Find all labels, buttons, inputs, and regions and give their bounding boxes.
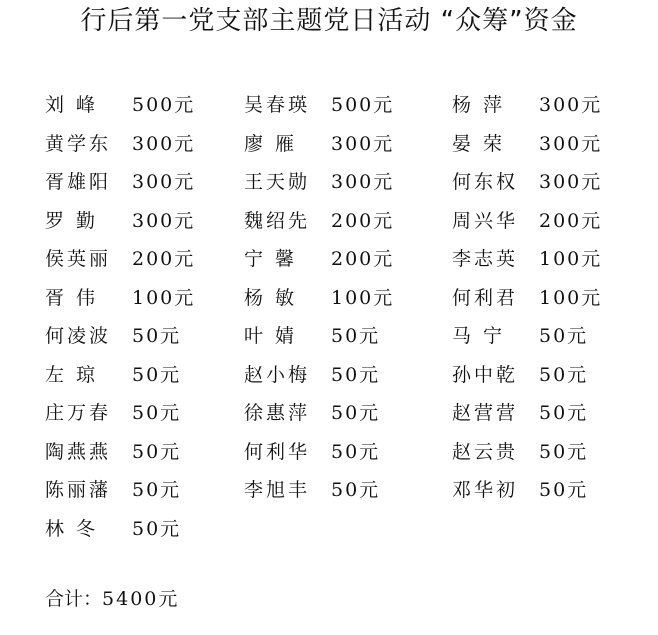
donor-name: 李旭丰 <box>244 479 311 501</box>
donor-amount: 50元 <box>539 479 589 501</box>
donor-amount: 100元 <box>539 286 603 309</box>
donor-entry <box>452 321 612 351</box>
donor-entry <box>45 244 205 274</box>
donor-entry <box>45 206 205 236</box>
donor-entry <box>244 283 404 313</box>
donor-amount: 300元 <box>132 209 196 232</box>
donor-entry <box>45 283 205 313</box>
donor-entry <box>452 437 612 467</box>
donor-amount: 50元 <box>331 402 381 424</box>
donor-amount: 50元 <box>539 325 589 347</box>
donor-entry <box>452 90 612 120</box>
donor-name: 何利华 <box>244 440 311 463</box>
donor-amount: 100元 <box>132 286 196 309</box>
donor-entry <box>45 398 205 428</box>
donor-name: 赵营营 <box>452 402 519 424</box>
donor-amount: 50元 <box>331 363 381 386</box>
donor-amount: 50元 <box>539 440 589 463</box>
donor-amount: 50元 <box>132 363 182 386</box>
donor-amount: 50元 <box>331 440 381 463</box>
donor-amount: 300元 <box>331 132 395 155</box>
donor-amount: 50元 <box>132 517 182 540</box>
donor-name: 何利君 <box>452 286 519 309</box>
donor-name: 庄万春 <box>45 402 112 424</box>
donor-entry <box>45 360 205 390</box>
donor-entry <box>45 475 205 505</box>
total-line <box>45 584 179 614</box>
donor-entry <box>45 129 205 159</box>
donor-amount: 200元 <box>132 248 196 270</box>
donor-entry <box>244 360 404 390</box>
donor-amount: 200元 <box>539 209 603 232</box>
donor-name: 廖 雁 <box>244 132 298 155</box>
donor-name: 邓华初 <box>452 479 519 501</box>
donor-amount: 50元 <box>539 402 589 424</box>
donor-name: 马 宁 <box>452 325 506 347</box>
donor-name: 晏 荣 <box>452 132 506 155</box>
donor-name: 侯英丽 <box>45 248 112 270</box>
donor-entry <box>452 398 612 428</box>
donor-entry <box>452 129 612 159</box>
donor-entry <box>452 360 612 390</box>
donor-amount: 50元 <box>132 325 182 347</box>
donor-name: 周兴华 <box>452 209 519 232</box>
donor-name: 杨 萍 <box>452 94 506 116</box>
donor-amount: 50元 <box>331 325 381 347</box>
donor-entry <box>45 437 205 467</box>
donor-name: 宁 馨 <box>244 248 298 270</box>
donor-name: 胥 伟 <box>45 286 99 309</box>
donor-entry <box>452 283 612 313</box>
total-value: 5400元 <box>102 588 180 610</box>
document-title: 行后第一党支部主题党日活动 “众筹”资金 <box>80 6 578 36</box>
donor-name: 孙中乾 <box>452 363 519 386</box>
donor-entry <box>244 321 404 351</box>
donor-amount: 300元 <box>539 94 603 116</box>
donor-name: 黄学东 <box>45 132 112 155</box>
donor-entry <box>45 321 205 351</box>
donor-name: 林 冬 <box>45 517 99 540</box>
donor-amount: 500元 <box>331 94 395 116</box>
donor-name: 叶 婧 <box>244 325 298 347</box>
donor-name: 吴春瑛 <box>244 94 311 116</box>
donor-name: 罗 勤 <box>45 209 99 232</box>
donor-name: 徐惠萍 <box>244 402 311 424</box>
donor-name: 何东权 <box>452 171 519 193</box>
donor-entry <box>452 167 612 197</box>
donor-name: 何凌波 <box>45 325 112 347</box>
donor-amount: 50元 <box>132 402 182 424</box>
donor-amount: 300元 <box>539 132 603 155</box>
donor-entry <box>244 90 404 120</box>
donor-entry <box>244 129 404 159</box>
donor-entry <box>45 167 205 197</box>
donor-name: 赵小梅 <box>244 363 311 386</box>
donor-amount: 50元 <box>132 479 182 501</box>
donor-entry <box>244 475 404 505</box>
donor-entry <box>244 398 404 428</box>
donor-amount: 500元 <box>132 94 196 116</box>
donor-name: 刘 峰 <box>45 94 99 116</box>
donor-amount: 50元 <box>132 440 182 463</box>
donor-entry <box>244 437 404 467</box>
donor-name: 杨 敏 <box>244 286 298 309</box>
donor-name: 陈丽藩 <box>45 479 112 501</box>
donor-name: 赵云贵 <box>452 440 519 463</box>
total-label: 合计： <box>45 588 103 610</box>
donor-entry <box>45 90 205 120</box>
donor-amount: 200元 <box>331 248 395 270</box>
donor-amount: 100元 <box>331 286 395 309</box>
donor-name: 胥雄阳 <box>45 171 112 193</box>
donor-name: 左 琼 <box>45 363 99 386</box>
donor-amount: 300元 <box>331 171 395 193</box>
donor-entry <box>45 514 205 544</box>
donor-amount: 200元 <box>331 209 395 232</box>
donor-name: 王天勋 <box>244 171 311 193</box>
donor-amount: 300元 <box>132 132 196 155</box>
donor-amount: 300元 <box>539 171 603 193</box>
donor-entry <box>244 167 404 197</box>
donor-entry <box>244 206 404 236</box>
donor-name: 陶燕燕 <box>45 440 112 463</box>
donor-entry <box>452 475 612 505</box>
donor-name: 李志英 <box>452 248 519 270</box>
donor-amount: 50元 <box>331 479 381 501</box>
donor-entry <box>452 244 612 274</box>
donor-amount: 50元 <box>539 363 589 386</box>
donor-entry <box>452 206 612 236</box>
donor-amount: 100元 <box>539 248 603 270</box>
donor-amount: 300元 <box>132 171 196 193</box>
donor-name: 魏绍先 <box>244 209 311 232</box>
donor-entry <box>244 244 404 274</box>
